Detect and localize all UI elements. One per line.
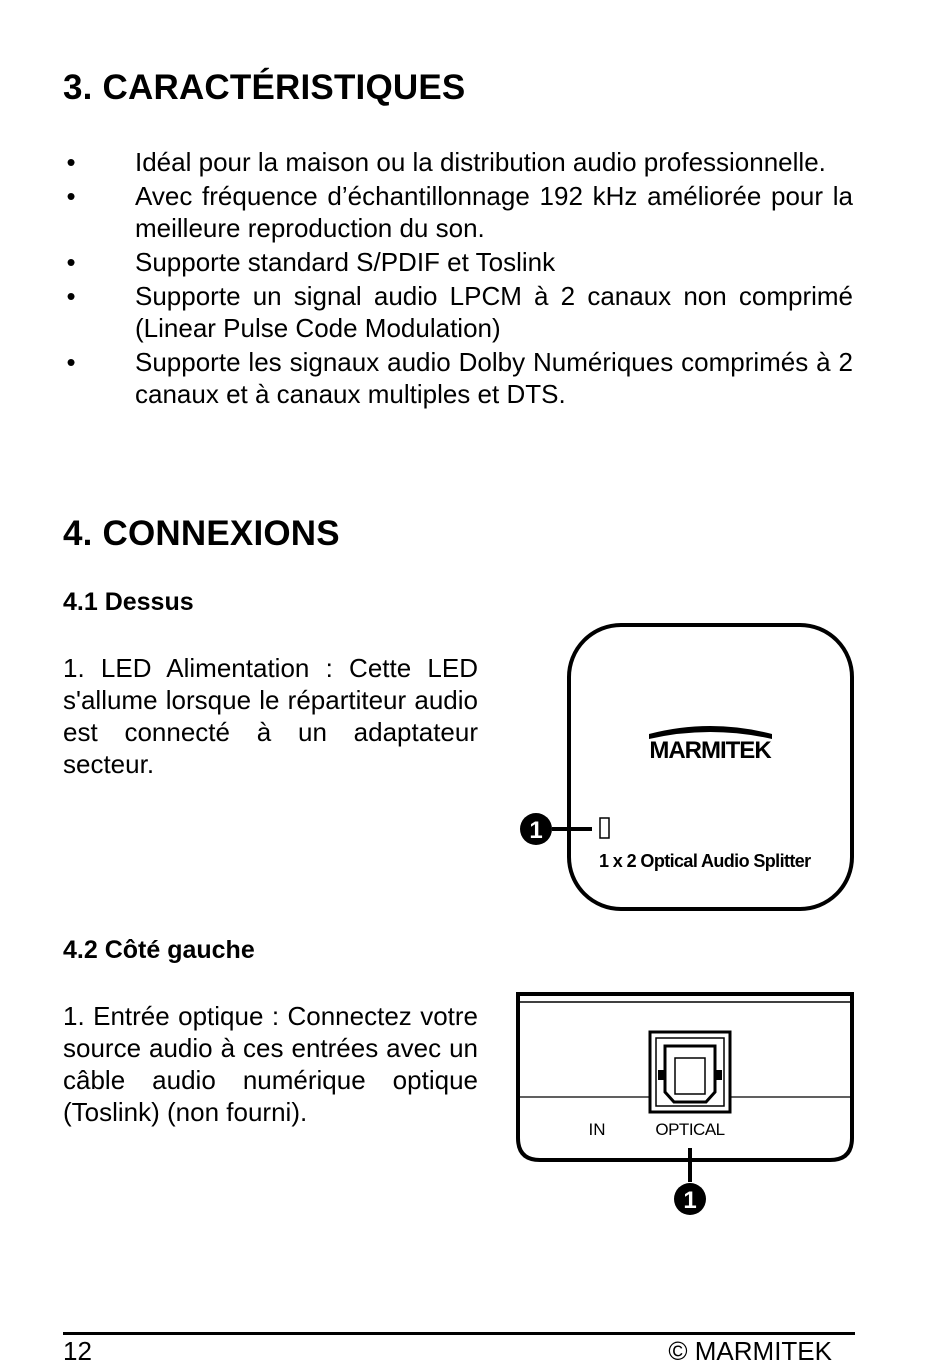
callout-number: 1 <box>529 817 543 844</box>
feature-text: Avec fréquence d’échantillonnage 192 kHz améliorée pour la meilleure reproduction du son. <box>135 181 853 243</box>
port-label-in: IN <box>588 1120 606 1139</box>
list-item <box>63 346 853 410</box>
features-list <box>63 146 853 412</box>
bullet-icon: • <box>66 247 76 277</box>
port-label-optical: OPTICAL <box>655 1120 725 1139</box>
device-left-side-diagram <box>510 988 860 1220</box>
optical-port-icon <box>650 1032 730 1112</box>
bullet-icon: • <box>66 147 76 177</box>
list-item <box>63 246 853 278</box>
brand-logo-text: MARMITEK <box>649 737 771 764</box>
callout-number: 1 <box>683 1187 697 1214</box>
copyright-text: © MARMITEK <box>668 1336 832 1366</box>
power-led-description: 1. LED Alimentation : Cette LED s'allume lorsque le répartiteur audio est connecté à un adaptateur secteur. <box>63 653 478 779</box>
product-label: 1 x 2 Optical Audio Splitter <box>599 851 811 871</box>
feature-text: Supporte les signaux audio Dolby Numériques comprimés à 2 canaux et à canaux multiples et DTS. <box>135 347 853 409</box>
subsection-4-1-heading: 4.1 Dessus <box>63 588 194 616</box>
power-led-icon <box>600 818 609 838</box>
feature-text: Supporte un signal audio LPCM à 2 canaux non comprimé (Linear Pulse Code Modulation) <box>135 281 853 343</box>
subsection-4-2-heading: 4.2 Côté gauche <box>63 936 255 964</box>
footer-divider <box>63 1332 855 1335</box>
device-top-view-diagram <box>510 618 860 914</box>
list-item <box>63 280 853 344</box>
page-number: 12 <box>63 1336 92 1366</box>
feature-text: Supporte standard S/PDIF et Toslink <box>135 247 556 277</box>
bullet-icon: • <box>66 281 76 311</box>
bullet-icon: • <box>66 347 76 377</box>
bullet-icon: • <box>66 181 76 211</box>
optical-input-description: 1. Entrée optique : Connectez votre source audio à ces entrées avec un câble audio numérique optique (Toslink) (non fourni). <box>63 1001 478 1127</box>
list-item <box>63 180 853 244</box>
feature-text: Idéal pour la maison ou la distribution audio professionnelle. <box>135 147 826 177</box>
section-4-heading: 4. CONNEXIONS <box>63 514 340 553</box>
list-item <box>63 146 853 178</box>
section-3-heading: 3. CARACTÉRISTIQUES <box>63 68 466 107</box>
